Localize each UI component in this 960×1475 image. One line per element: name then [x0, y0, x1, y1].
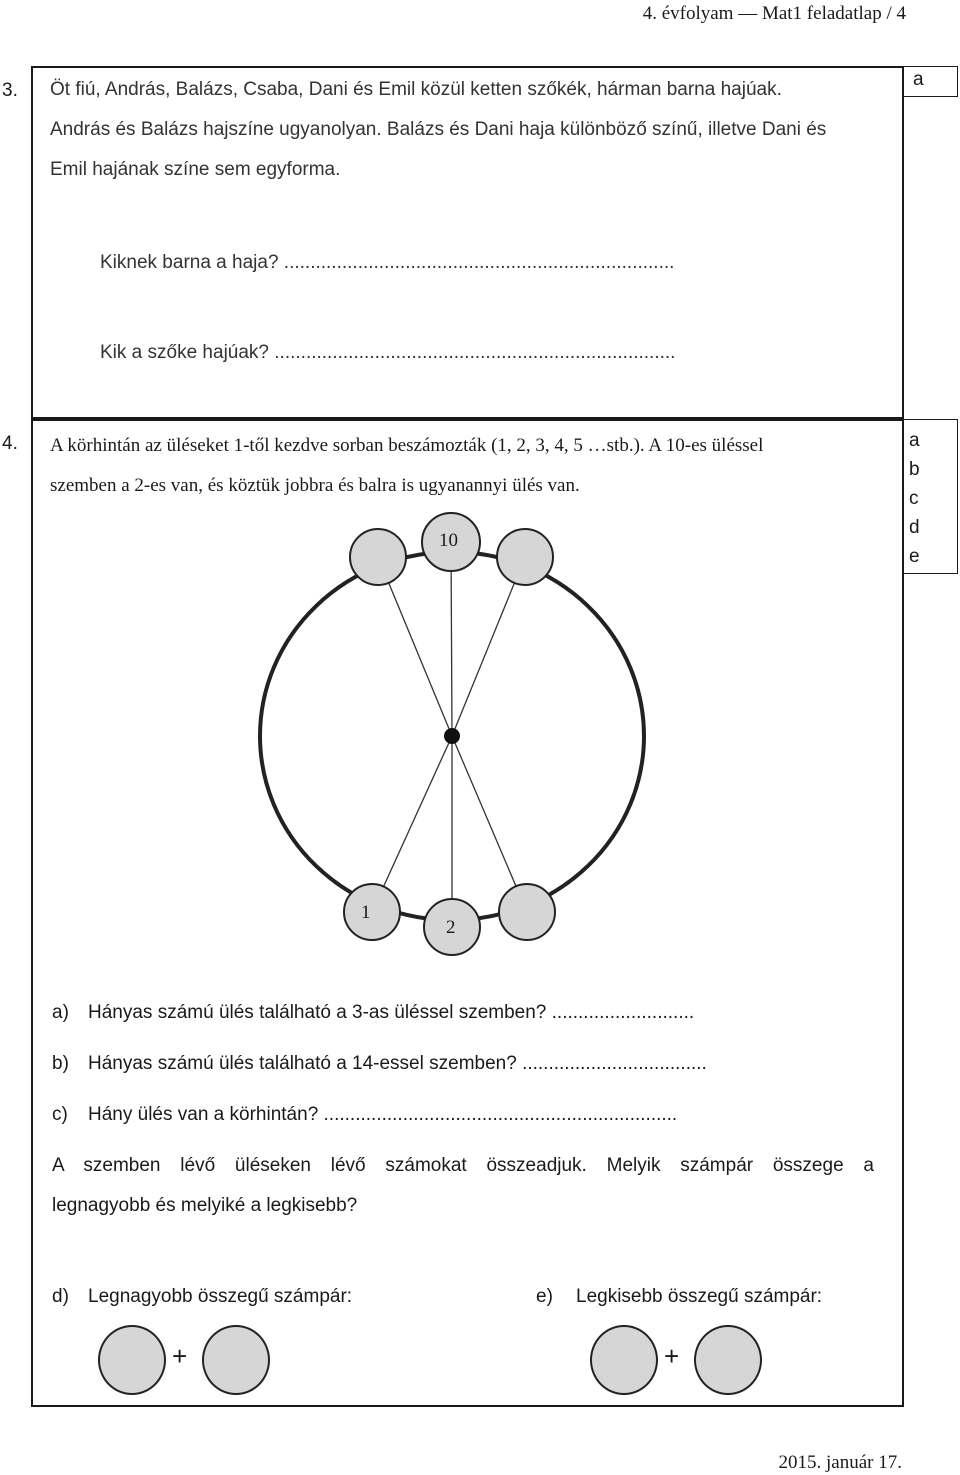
question-a-label: a) — [52, 1002, 69, 1023]
seat-label-10: 10 — [439, 530, 458, 551]
task3-question-blond: Kik a szőke hajúak? ............................................................................ — [100, 342, 676, 363]
score-letter-d: d — [909, 517, 920, 538]
question-b-text: Hányas számú ülés található a 14-essel szemben? ................................... — [88, 1053, 707, 1074]
seat-label-2: 2 — [446, 917, 456, 938]
page-header: 4. évfolyam — Mat1 feladatlap / 4 — [642, 3, 906, 24]
carousel-hub — [444, 728, 460, 744]
task3-question-brown: Kiknek barna a haja? .......................................................................... — [100, 252, 675, 273]
score-letter-b: b — [909, 459, 920, 480]
task4-para-line-1: A szemben lévő üléseken lévő számokat összeadjuk. Melyik számpár összege a — [52, 1155, 874, 1176]
spoke-top-left — [378, 557, 452, 736]
question-e-label: e) — [536, 1286, 553, 1307]
score-letter-a: a — [913, 69, 924, 90]
question-d-text: Legnagyobb összegű számpár: — [88, 1286, 353, 1307]
question-c-text: Hány ülés van a körhintán? ................................................................... — [88, 1104, 678, 1125]
task4-line-1: A körhintán az üléseket 1-től kezdve sorban beszámozták (1, 2, 3, 4, 5 …stb.). A 10-es üléssel — [50, 435, 764, 456]
task4-line-2: szemben a 2-es van, és köztük jobbra és balra is ugyanannyi ülés van. — [50, 475, 580, 496]
answer-e-right-circle[interactable] — [694, 1325, 762, 1395]
question-c-label: c) — [52, 1104, 68, 1125]
answer-d-plus: + — [172, 1341, 188, 1371]
seat-bottom-right — [498, 883, 556, 941]
question-d-label: d) — [52, 1286, 69, 1307]
score-letter-c: c — [909, 488, 919, 509]
seat-1 — [343, 883, 401, 941]
task3-line-1: Öt fiú, András, Balázs, Csaba, Dani és Emil közül ketten szőkék, hárman barna hajúak. — [50, 79, 782, 100]
task3-line-2: András és Balázs hajszíne ugyanolyan. Balázs és Dani haja különböző színű, illetve Dani és — [50, 119, 827, 140]
score-letter-a: a — [909, 430, 920, 451]
answer-e-left-circle[interactable] — [590, 1325, 658, 1395]
question-e-text: Legkisebb összegű számpár: — [576, 1286, 823, 1307]
question-b-label: b) — [52, 1053, 69, 1074]
task3-line-3: Emil hajának színe sem egyforma. — [50, 159, 341, 180]
task3-number: 3. — [2, 80, 18, 101]
score-letter-e: e — [909, 546, 920, 567]
answer-e-plus: + — [664, 1341, 680, 1371]
answer-d-right-circle[interactable] — [202, 1325, 270, 1395]
seat-label-1: 1 — [361, 902, 371, 923]
page-footer-date: 2015. január 17. — [778, 1452, 902, 1473]
answer-d-left-circle[interactable] — [98, 1325, 166, 1395]
seat-top-left — [349, 528, 407, 586]
question-a-text: Hányas számú ülés található a 3-as üléssel szemben? ........................... — [88, 1002, 695, 1023]
task4-number: 4. — [2, 433, 18, 454]
seat-top-right — [496, 528, 554, 586]
task4-para-line-2: legnagyobb és melyiké a legkisebb? — [52, 1195, 358, 1216]
